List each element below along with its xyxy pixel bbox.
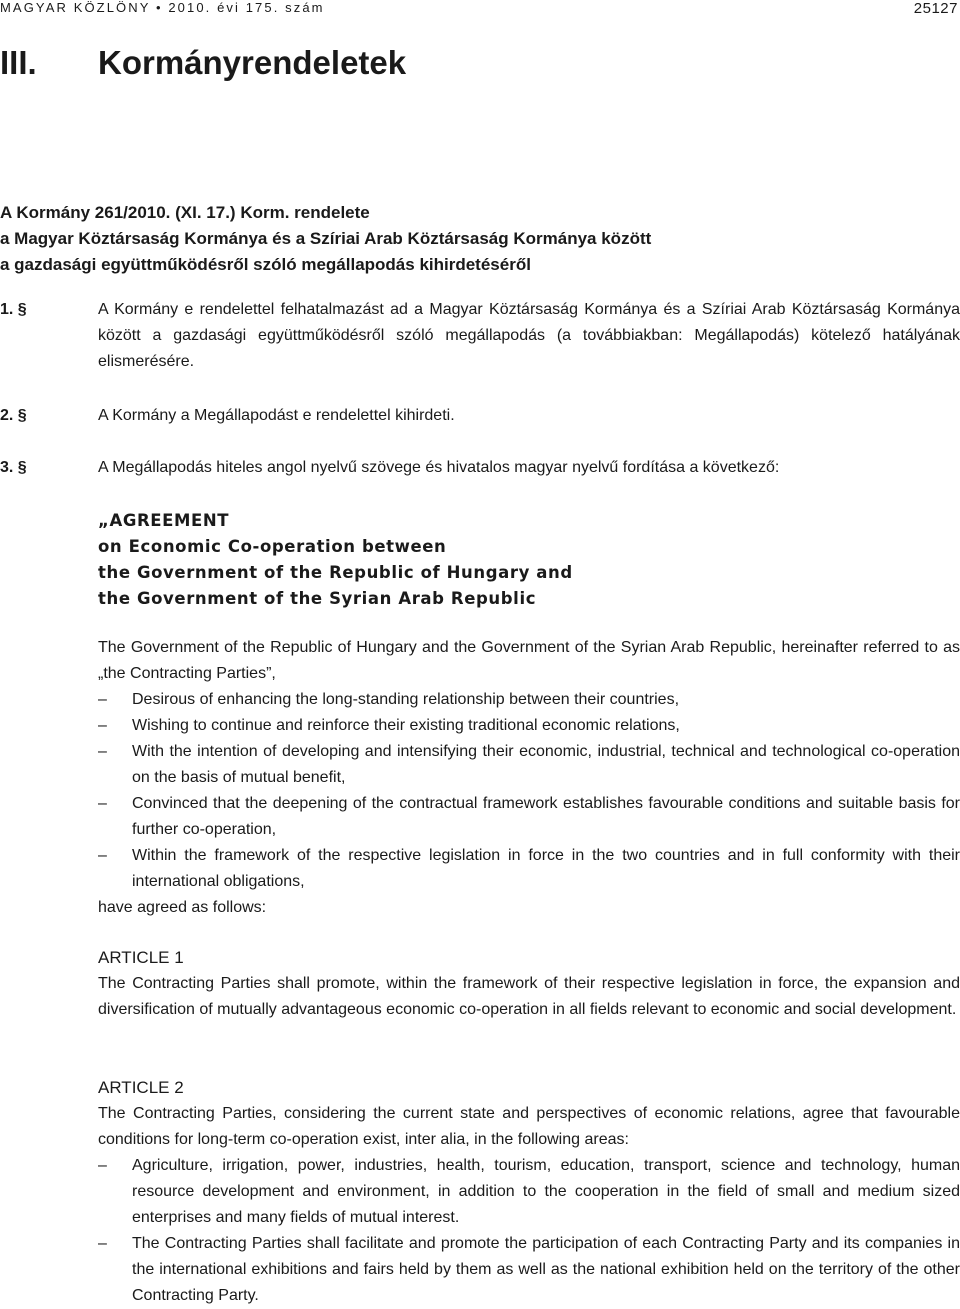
agreement-heading-line: on Economic Co-operation between [98,537,447,556]
dash-bullet: – [98,1157,107,1174]
section-text: A Megállapodás hiteles angol nyelvű szövege és hivatalos magyar nyelvű fordítása a következő: [98,459,780,476]
page-number: 25127 [913,0,958,17]
agreement-heading-line: „AGREEMENT [98,511,230,530]
article-2-list [98,1153,960,1309]
section-text: A Kormány e rendelettel felhatalmazást ad a Magyar Köztársaság Kormánya és a Szíriai Arab Köztársaság Kormánya között a gazdasági együttműködésről szóló megállapodás (a továbbiakban: Megállapodás) kötelező hatályának elismerésére. [98,301,960,370]
list-item [98,739,960,791]
dash-bullet: – [98,1235,107,1252]
section-1 [0,297,960,375]
list-item-text: Convinced that the deepening of the contractual framework establishes favourable conditions and suitable basis for further co-operation, [132,795,960,838]
list-item [98,1231,960,1309]
dash-bullet: – [98,717,107,734]
agreement-heading-line: the Government of the Republic of Hungary and [98,563,573,582]
section-label: 1. § [0,301,27,318]
section-2 [0,403,960,429]
list-item [98,1153,960,1231]
article-title: ARTICLE 2 [98,1078,184,1097]
agreement-heading-line: the Government of the Syrian Arab Republic [98,589,537,608]
list-item-text: Desirous of enhancing the long-standing relationship between their countries, [132,691,680,708]
article-2 [98,1075,960,1309]
section-label: 2. § [0,407,27,424]
section-text: A Kormány a Megállapodást e rendelettel kihirdeti. [98,407,455,424]
article-title: ARTICLE 1 [98,948,184,967]
page-header [0,0,960,18]
list-item-text: The Contracting Parties shall facilitate and promote the participation of each Contracting Party and its companies in the international exhibitions and fairs held by them as well as the national exhibition held on the territory of the other Contracting Party. [132,1235,960,1304]
article-text: The Contracting Parties shall promote, within the framework of their respective legislation in force, the expansion and diversification of mutually advantageous economic co-operation in all fields relevant to economic and social development. [98,975,960,1018]
dash-bullet: – [98,691,107,708]
chapter-title: Kormányrendeletek [98,44,407,81]
preamble-intro: The Government of the Republic of Hungary and the Government of the Syrian Arab Republic, hereinafter referred to as „the Contracting Parties”, [98,639,960,682]
list-item [98,843,960,895]
dash-bullet: – [98,847,107,864]
agreement-heading [98,508,573,612]
article-intro: The Contracting Parties, considering the current state and perspectives of economic relations, agree that favourable conditions for long-term co-operation exist, inter alia, in the following areas: [98,1105,960,1148]
section-3 [0,455,960,481]
preamble-closing: have agreed as follows: [98,899,267,916]
list-item-text: Within the framework of the respective legislation in force in the two countries and in full conformity with their international obligations, [132,847,960,890]
chapter-number: III. [0,44,37,81]
journal-title: MAGYAR KÖZLÖNY • 2010. évi 175. szám [0,0,325,15]
article-1 [98,945,960,1023]
decree-title [0,200,651,278]
list-item-text: With the intention of developing and intensifying their economic, industrial, technical and technological co-operation on the basis of mutual benefit, [132,743,960,786]
decree-title-line: a Magyar Köztársaság Kormánya és a Szíriai Arab Köztársaság Kormánya között [0,229,652,248]
dash-bullet: – [98,795,107,812]
decree-title-line: a gazdasági együttműködésről szóló megállapodás kihirdetéséről [0,255,531,274]
decree-title-line: A Kormány 261/2010. (XI. 17.) Korm. rendelete [0,203,370,222]
list-item [98,687,960,713]
list-item [98,791,960,843]
dash-bullet: – [98,743,107,760]
list-item-text: Agriculture, irrigation, power, industries, health, tourism, education, transport, science and technology, human resource development and environment, in addition to the cooperation in the field of small and medium sized enterprises and many fields of mutual interest. [132,1157,960,1226]
list-item [98,713,960,739]
preamble-list [98,687,960,895]
section-label: 3. § [0,459,27,476]
preamble [98,635,960,921]
list-item-text: Wishing to continue and reinforce their existing traditional economic relations, [132,717,680,734]
